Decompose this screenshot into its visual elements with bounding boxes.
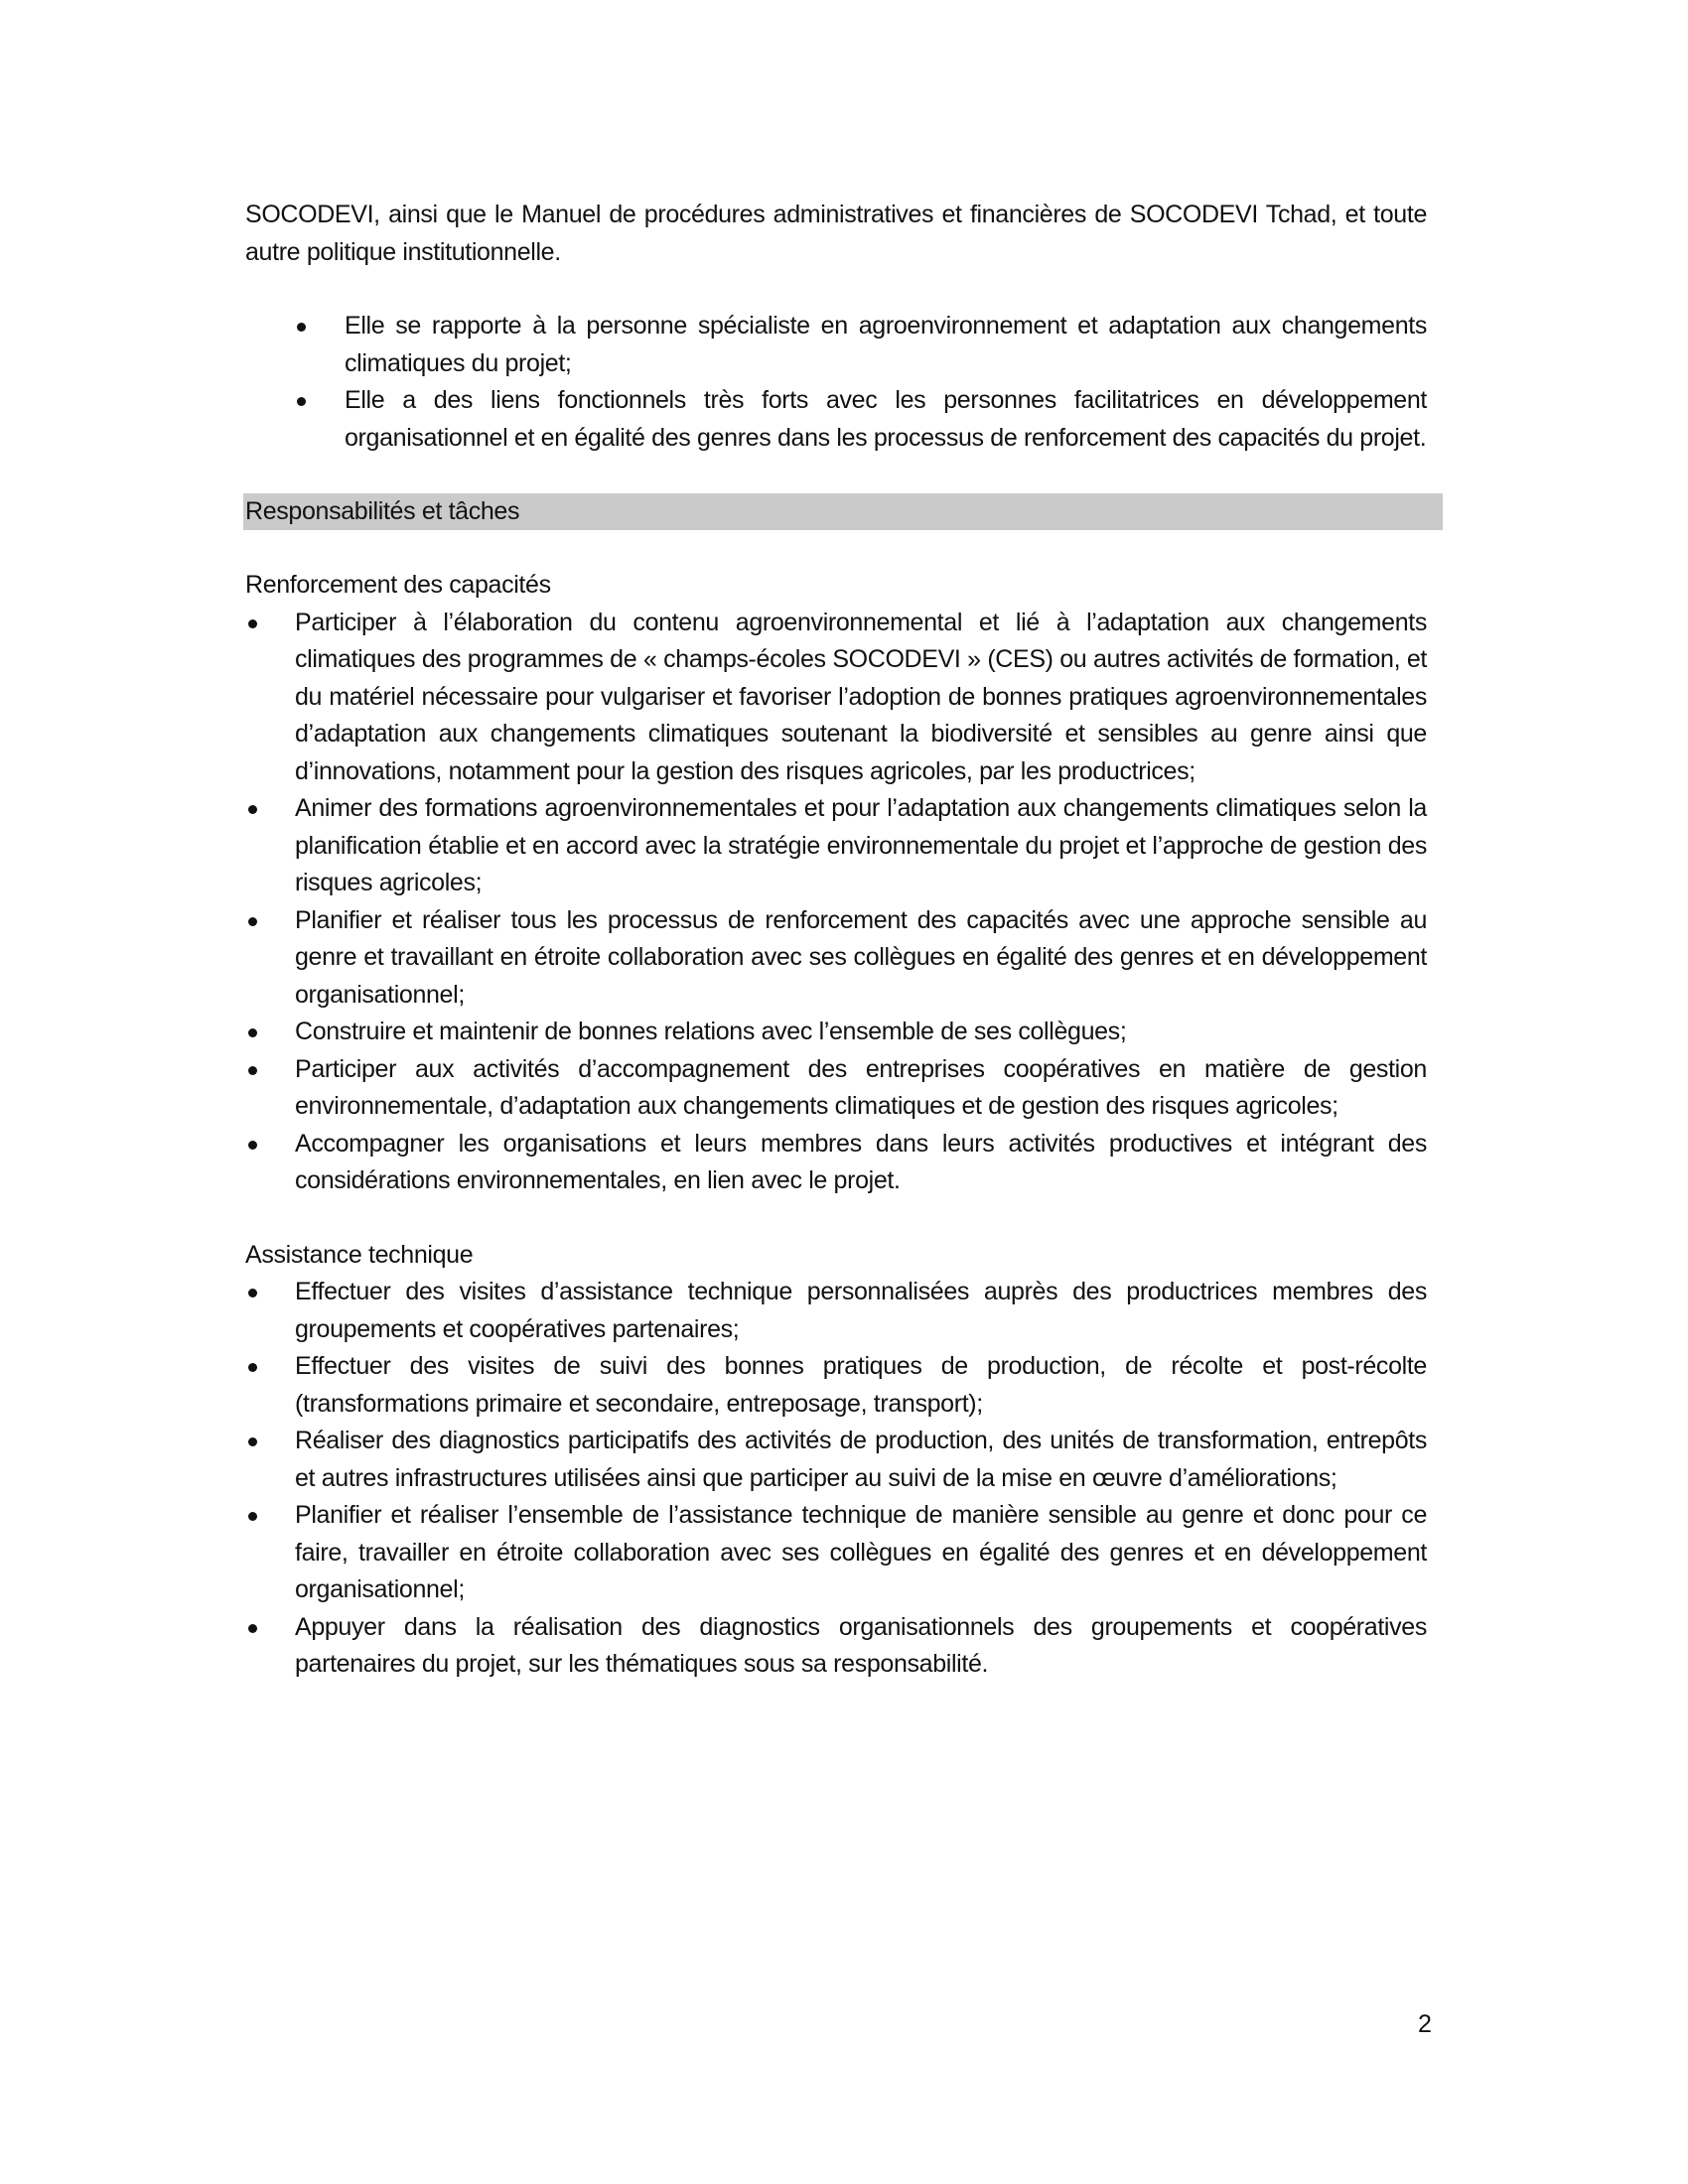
bullet-icon — [248, 1141, 257, 1150]
list-item-text: Planifier et réaliser l’ensemble de l’assistance technique de manière sensible au genre et donc pour ce faire, travailler en étroite collaboration avec ses collègues en égalité des genres et en développement organisationnel; — [295, 1501, 1427, 1603]
list-item — [245, 1126, 1427, 1200]
list-item — [245, 1014, 1427, 1051]
list-item — [245, 790, 1427, 902]
subsection-heading: Assistance technique — [245, 1240, 474, 1269]
technical-assistance-task-list — [245, 1274, 1427, 1684]
list-item-text: Participer aux activités d’accompagnement des entreprises coopératives en matière de gestion environnementale, d’adaptation aux changements climatiques et de gestion des risques agricoles; — [295, 1054, 1427, 1120]
page-number: 2 — [1418, 2010, 1432, 2038]
list-item — [245, 605, 1427, 791]
list-item-text: Elle se rapporte à la personne spécialiste en agroenvironnement et adaptation aux changements climatiques du projet; — [345, 312, 1427, 377]
bullet-icon — [248, 917, 257, 926]
bullet-icon — [248, 1437, 257, 1446]
subsection-heading: Renforcement des capacités — [245, 571, 551, 599]
bullet-icon — [297, 323, 306, 332]
list-item — [245, 1423, 1427, 1497]
bullet-icon — [248, 1624, 257, 1633]
list-item-text: Appuyer dans la réalisation des diagnostics organisationnels des groupements et coopératives partenaires du projet, sur les thématiques sous sa responsabilité. — [295, 1612, 1427, 1678]
bullet-icon — [297, 397, 306, 406]
bullet-icon — [248, 1028, 257, 1037]
list-item-text: Construire et maintenir de bonnes relations avec l’ensemble de ses collègues; — [295, 1018, 1127, 1045]
list-item — [245, 382, 1427, 457]
section-heading-bar — [243, 493, 1443, 530]
list-item — [245, 1348, 1427, 1423]
reporting-relationships-list — [245, 308, 1427, 457]
list-item-text: Effectuer des visites de suivi des bonnes pratiques de production, de récolte et post-récolte (transformations primaire et secondaire, entreposage, transport); — [295, 1352, 1427, 1418]
list-item-text: Accompagner les organisations et leurs membres dans leurs activités productives et intégrant des considérations environnementales, en lien avec le projet. — [295, 1129, 1427, 1194]
capacity-building-task-list — [245, 605, 1427, 1200]
list-item-text: Planifier et réaliser tous les processus de renforcement des capacités avec une approche sensible au genre et travaillant en étroite collaboration avec ses collègues en égalité des genres et en développement organisationnel; — [295, 905, 1427, 1009]
bullet-icon — [248, 1289, 257, 1297]
list-item — [245, 1274, 1427, 1348]
list-item-text: Réaliser des diagnostics participatifs des activités de production, des unités de transformation, entrepôts et autres infrastructures utilisées ainsi que participer au suivi de la mise en œuvre d’améliorations; — [295, 1427, 1427, 1492]
list-item — [245, 1051, 1427, 1126]
list-item-text: Elle a des liens fonctionnels très forts avec les personnes facilitatrices en développement organisationnel et en égalité des genres dans les processus de renforcement des capacités du projet. — [345, 386, 1427, 452]
section-title: Responsabilités et tâches — [245, 497, 520, 525]
bullet-icon — [248, 805, 257, 814]
list-item-text: Effectuer des visites d’assistance technique personnalisées auprès des productrices membres des groupements et coopératives partenaires; — [295, 1278, 1427, 1343]
intro-paragraph: SOCODEVI, ainsi que le Manuel de procédures administratives et financières de SOCODEVI Tchad, et toute autre politique institutionnelle. — [245, 201, 1427, 266]
bullet-icon — [248, 1512, 257, 1521]
list-item — [245, 308, 1427, 382]
list-item — [245, 1497, 1427, 1609]
list-item — [245, 1609, 1427, 1684]
list-item-text: Animer des formations agroenvironnementales et pour l’adaptation aux changements climatiques selon la planification établie et en accord avec la stratégie environnementale du projet et l’approche de gestion des risques agricoles; — [295, 794, 1427, 896]
list-item — [245, 902, 1427, 1015]
bullet-icon — [248, 619, 257, 628]
bullet-icon — [248, 1066, 257, 1075]
page-content — [245, 197, 1427, 1684]
bullet-icon — [248, 1363, 257, 1372]
list-item-text: Participer à l’élaboration du contenu agroenvironnemental et lié à l’adaptation aux changements climatiques des programmes de « champs-écoles SOCODEVI » (CES) ou autres activités de formation, et du matériel nécessaire pour vulgariser et favoriser l’adoption de bonnes pratiques agroenvironnementales d’adaptation aux changements climatiques soutenant la biodiversité et sensibles au genre ainsi que d’innovations, notamment pour la gestion des risques agricoles, par les productrices; — [295, 608, 1427, 785]
